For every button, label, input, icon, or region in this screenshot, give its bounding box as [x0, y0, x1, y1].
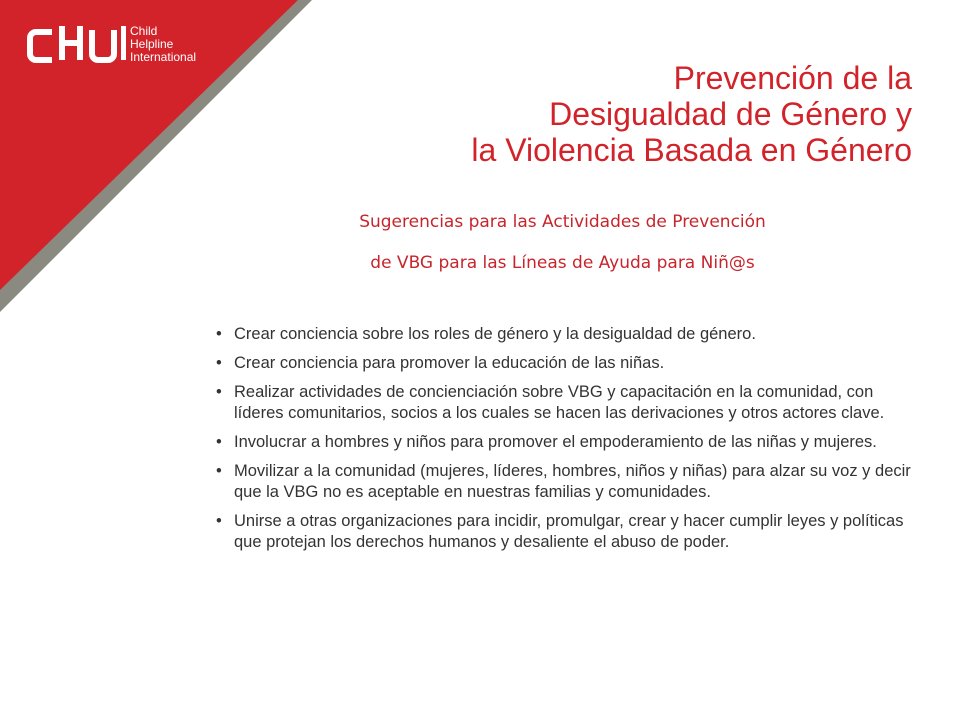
bullet-text: Involucrar a hombres y niños para promover el empoderamiento de las niñas y mujeres. — [234, 433, 877, 451]
slide-subtitle — [300, 212, 825, 294]
list-item — [216, 382, 916, 424]
title-line: la Violencia Basada en Género — [471, 132, 912, 168]
list-item — [216, 324, 916, 345]
subtitle-line: Sugerencias para las Actividades de Prevención — [359, 212, 766, 232]
list-item — [216, 461, 916, 503]
title-line: Desigualdad de Género y — [549, 96, 912, 132]
bullet-text: Crear conciencia para promover la educación de las niñas. — [234, 354, 665, 372]
list-item — [216, 432, 916, 453]
logo-wordmark — [130, 25, 196, 64]
list-item — [216, 353, 916, 374]
logo-line: International — [130, 50, 197, 64]
bullet-text: Unirse a otras organizaciones para incidir, promulgar, crear y hacer cumplir leyes y políticas que protejan los derechos humanos y desaliente el abuso de poder. — [234, 512, 904, 551]
bullet-icon: • — [216, 462, 222, 480]
slide-title — [471, 60, 912, 168]
bullet-icon: • — [216, 354, 222, 372]
chi-logo — [22, 22, 222, 68]
title-line: Prevención de la — [673, 60, 912, 96]
subtitle-line: de VBG para las Líneas de Ayuda para Niñ@s — [370, 253, 755, 273]
bullet-text: Realizar actividades de concienciación sobre VBG y capacitación en la comunidad, con líderes comunitarios, socios a los cuales se hacen las derivaciones y otros actores clave. — [234, 383, 885, 422]
bullet-icon: • — [216, 512, 222, 530]
logo-line: Helpline — [130, 37, 174, 51]
bullet-icon: • — [216, 383, 222, 401]
logo-line: Child — [130, 24, 158, 38]
bullet-icon: • — [216, 325, 222, 343]
bullet-text: Movilizar a la comunidad (mujeres, líderes, hombres, niños y niñas) para alzar su voz y decir que la VBG no es aceptable en nuestras familias y comunidades. — [234, 462, 911, 501]
bullet-text: Crear conciencia sobre los roles de género y la desigualdad de género. — [234, 325, 756, 343]
bullet-list — [216, 324, 916, 561]
list-item — [216, 511, 916, 553]
chi-logo-mark — [22, 22, 126, 68]
bullet-icon: • — [216, 433, 222, 451]
